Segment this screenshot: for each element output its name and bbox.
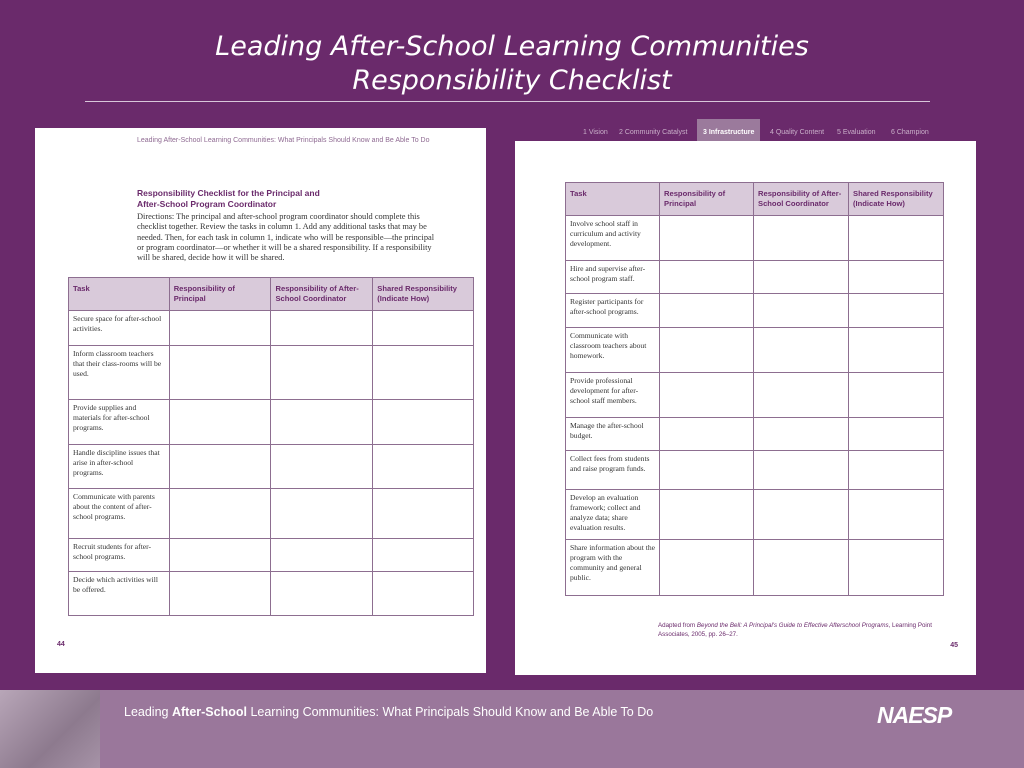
task-cell: Decide which activities will be offered. xyxy=(69,572,170,616)
table-row xyxy=(566,490,944,540)
coordinator-cell[interactable] xyxy=(271,489,373,539)
shared-cell[interactable] xyxy=(849,216,944,261)
chapter-nav-tabs xyxy=(515,119,976,141)
shared-cell[interactable] xyxy=(849,373,944,418)
footer-rest: Learning Communities: What Principals Should Know and Be Able To Do xyxy=(246,705,654,719)
tab-quality-content[interactable]: 4 Quality Content xyxy=(770,129,825,136)
coordinator-cell[interactable] xyxy=(754,328,849,373)
citation-title: Beyond the Bell: A Principal's Guide to Effective Afterschool Programs xyxy=(696,622,889,629)
principal-cell[interactable] xyxy=(169,445,271,489)
header-shared: Shared Responsibility (Indicate How) xyxy=(373,278,474,311)
principal-cell[interactable] xyxy=(169,311,271,346)
principal-cell[interactable] xyxy=(169,400,271,445)
tab-champion[interactable]: 6 Champion xyxy=(891,129,929,136)
principal-cell[interactable] xyxy=(660,451,754,490)
principal-cell[interactable] xyxy=(169,539,271,572)
table-row xyxy=(566,451,944,490)
coordinator-cell[interactable] xyxy=(271,572,373,616)
shared-cell[interactable] xyxy=(849,451,944,490)
principal-cell[interactable] xyxy=(169,489,271,539)
table-row xyxy=(566,294,944,328)
header-coordinator: Responsibility of After-School Coordinator xyxy=(754,183,849,216)
page-number: 44 xyxy=(57,641,65,648)
principal-cell[interactable] xyxy=(169,346,271,400)
task-cell: Handle discipline issues that arise in after-school programs. xyxy=(69,445,170,489)
naesp-logo: NAESP xyxy=(877,702,952,728)
right-document-page xyxy=(515,141,976,675)
footer-leading: Leading xyxy=(124,705,172,719)
header-principal: Responsibility of Principal xyxy=(660,183,754,216)
shared-cell[interactable] xyxy=(849,261,944,294)
coordinator-cell[interactable] xyxy=(754,540,849,596)
table-row xyxy=(69,400,474,445)
task-cell: Hire and supervise after-school program staff. xyxy=(566,261,660,294)
tab-community-catalyst[interactable]: 2 Community Catalyst xyxy=(619,129,688,136)
task-cell: Collect fees from students and raise program funds. xyxy=(566,451,660,490)
slide-title-line-1: Leading After-School Learning Communities xyxy=(215,31,809,62)
coordinator-cell[interactable] xyxy=(271,539,373,572)
left-document-page xyxy=(35,128,486,673)
page-number: 45 xyxy=(950,642,958,649)
task-cell: Recruit students for after-school programs. xyxy=(69,539,170,572)
shared-cell[interactable] xyxy=(373,572,474,616)
table-row xyxy=(69,539,474,572)
coordinator-cell[interactable] xyxy=(271,445,373,489)
source-citation xyxy=(658,622,948,639)
section-title-line-1: Responsibility Checklist for the Principal and xyxy=(137,188,320,198)
section-title xyxy=(137,188,320,210)
header-principal: Responsibility of Principal xyxy=(169,278,271,311)
principal-cell[interactable] xyxy=(660,490,754,540)
principal-cell[interactable] xyxy=(660,294,754,328)
shared-cell[interactable] xyxy=(373,489,474,539)
header-shared: Shared Responsibility (Indicate How) xyxy=(849,183,944,216)
footer-caption xyxy=(124,705,653,719)
directions-text: Directions: The principal and after-school program coordinator should complete this checklist together. Review the tasks in column 1. Add any additional tasks that may be needed. Then, for each task in column 1, indicate who will be responsible—the principal or program coordinator—or whether it will be a shared responsibility. If a responsibility will be shared, decide how it will be shared. xyxy=(137,212,435,263)
title-divider xyxy=(85,101,930,102)
right-checklist-table xyxy=(565,182,944,596)
tab-vision[interactable]: 1 Vision xyxy=(583,129,608,136)
slide-title-line-2: Responsibility Checklist xyxy=(352,65,672,96)
task-cell: Provide supplies and materials for after-school programs. xyxy=(69,400,170,445)
task-cell: Communicate with parents about the content of after-school programs. xyxy=(69,489,170,539)
table-row xyxy=(566,328,944,373)
table-row xyxy=(566,216,944,261)
task-cell: Communicate with classroom teachers about homework. xyxy=(566,328,660,373)
section-title-line-2: After-School Program Coordinator xyxy=(137,199,277,209)
principal-cell[interactable] xyxy=(660,328,754,373)
table-row xyxy=(566,373,944,418)
task-cell: Manage the after-school budget. xyxy=(566,418,660,451)
citation-suffix: , Learning Point Associates, 2005, pp. 26–27. xyxy=(658,622,932,638)
table-header-row xyxy=(69,278,474,311)
header-coordinator: Responsibility of After-School Coordinator xyxy=(271,278,373,311)
table-row xyxy=(69,346,474,400)
shared-cell[interactable] xyxy=(373,400,474,445)
shared-cell[interactable] xyxy=(849,490,944,540)
table-row xyxy=(566,418,944,451)
coordinator-cell[interactable] xyxy=(271,346,373,400)
header-task: Task xyxy=(69,278,170,311)
task-cell: Secure space for after-school activities. xyxy=(69,311,170,346)
principal-cell[interactable] xyxy=(660,373,754,418)
table-row xyxy=(566,540,944,596)
shared-cell[interactable] xyxy=(373,311,474,346)
shared-cell[interactable] xyxy=(849,418,944,451)
shared-cell[interactable] xyxy=(849,540,944,596)
task-cell: Share information about the program with the community and general public. xyxy=(566,540,660,596)
principal-cell[interactable] xyxy=(169,572,271,616)
coordinator-cell[interactable] xyxy=(754,373,849,418)
coordinator-cell[interactable] xyxy=(754,418,849,451)
principal-cell[interactable] xyxy=(660,540,754,596)
shared-cell[interactable] xyxy=(373,445,474,489)
student-photo xyxy=(0,690,100,768)
tab-infrastructure[interactable]: 3 Infrastructure xyxy=(697,119,760,141)
task-cell: Inform classroom teachers that their class-rooms will be used. xyxy=(69,346,170,400)
task-cell: Develop an evaluation framework; collect and analyze data; share evaluation results. xyxy=(566,490,660,540)
shared-cell[interactable] xyxy=(849,328,944,373)
principal-cell[interactable] xyxy=(660,216,754,261)
table-row xyxy=(69,572,474,616)
coordinator-cell[interactable] xyxy=(271,311,373,346)
table-row xyxy=(69,311,474,346)
header-task: Task xyxy=(566,183,660,216)
coordinator-cell[interactable] xyxy=(271,400,373,445)
principal-cell[interactable] xyxy=(660,418,754,451)
coordinator-cell[interactable] xyxy=(754,294,849,328)
coordinator-cell[interactable] xyxy=(754,490,849,540)
table-row xyxy=(566,261,944,294)
running-head: Leading After-School Learning Communities: What Principals Should Know and Be Able To Do xyxy=(137,137,430,144)
footer-bold: After-School xyxy=(171,705,247,719)
coordinator-cell[interactable] xyxy=(754,261,849,294)
principal-cell[interactable] xyxy=(660,261,754,294)
table-header-row xyxy=(566,183,944,216)
tab-evaluation[interactable]: 5 Evaluation xyxy=(837,129,876,136)
task-cell: Involve school staff in curriculum and activity development. xyxy=(566,216,660,261)
shared-cell[interactable] xyxy=(373,539,474,572)
slide-title xyxy=(0,30,1024,98)
task-cell: Register participants for after-school programs. xyxy=(566,294,660,328)
slide-footer xyxy=(0,690,1024,768)
table-row xyxy=(69,445,474,489)
citation-prefix: Adapted from xyxy=(658,622,697,629)
shared-cell[interactable] xyxy=(373,346,474,400)
coordinator-cell[interactable] xyxy=(754,451,849,490)
table-row xyxy=(69,489,474,539)
left-checklist-table xyxy=(68,277,474,616)
shared-cell[interactable] xyxy=(849,294,944,328)
coordinator-cell[interactable] xyxy=(754,216,849,261)
task-cell: Provide professional development for after-school staff members. xyxy=(566,373,660,418)
